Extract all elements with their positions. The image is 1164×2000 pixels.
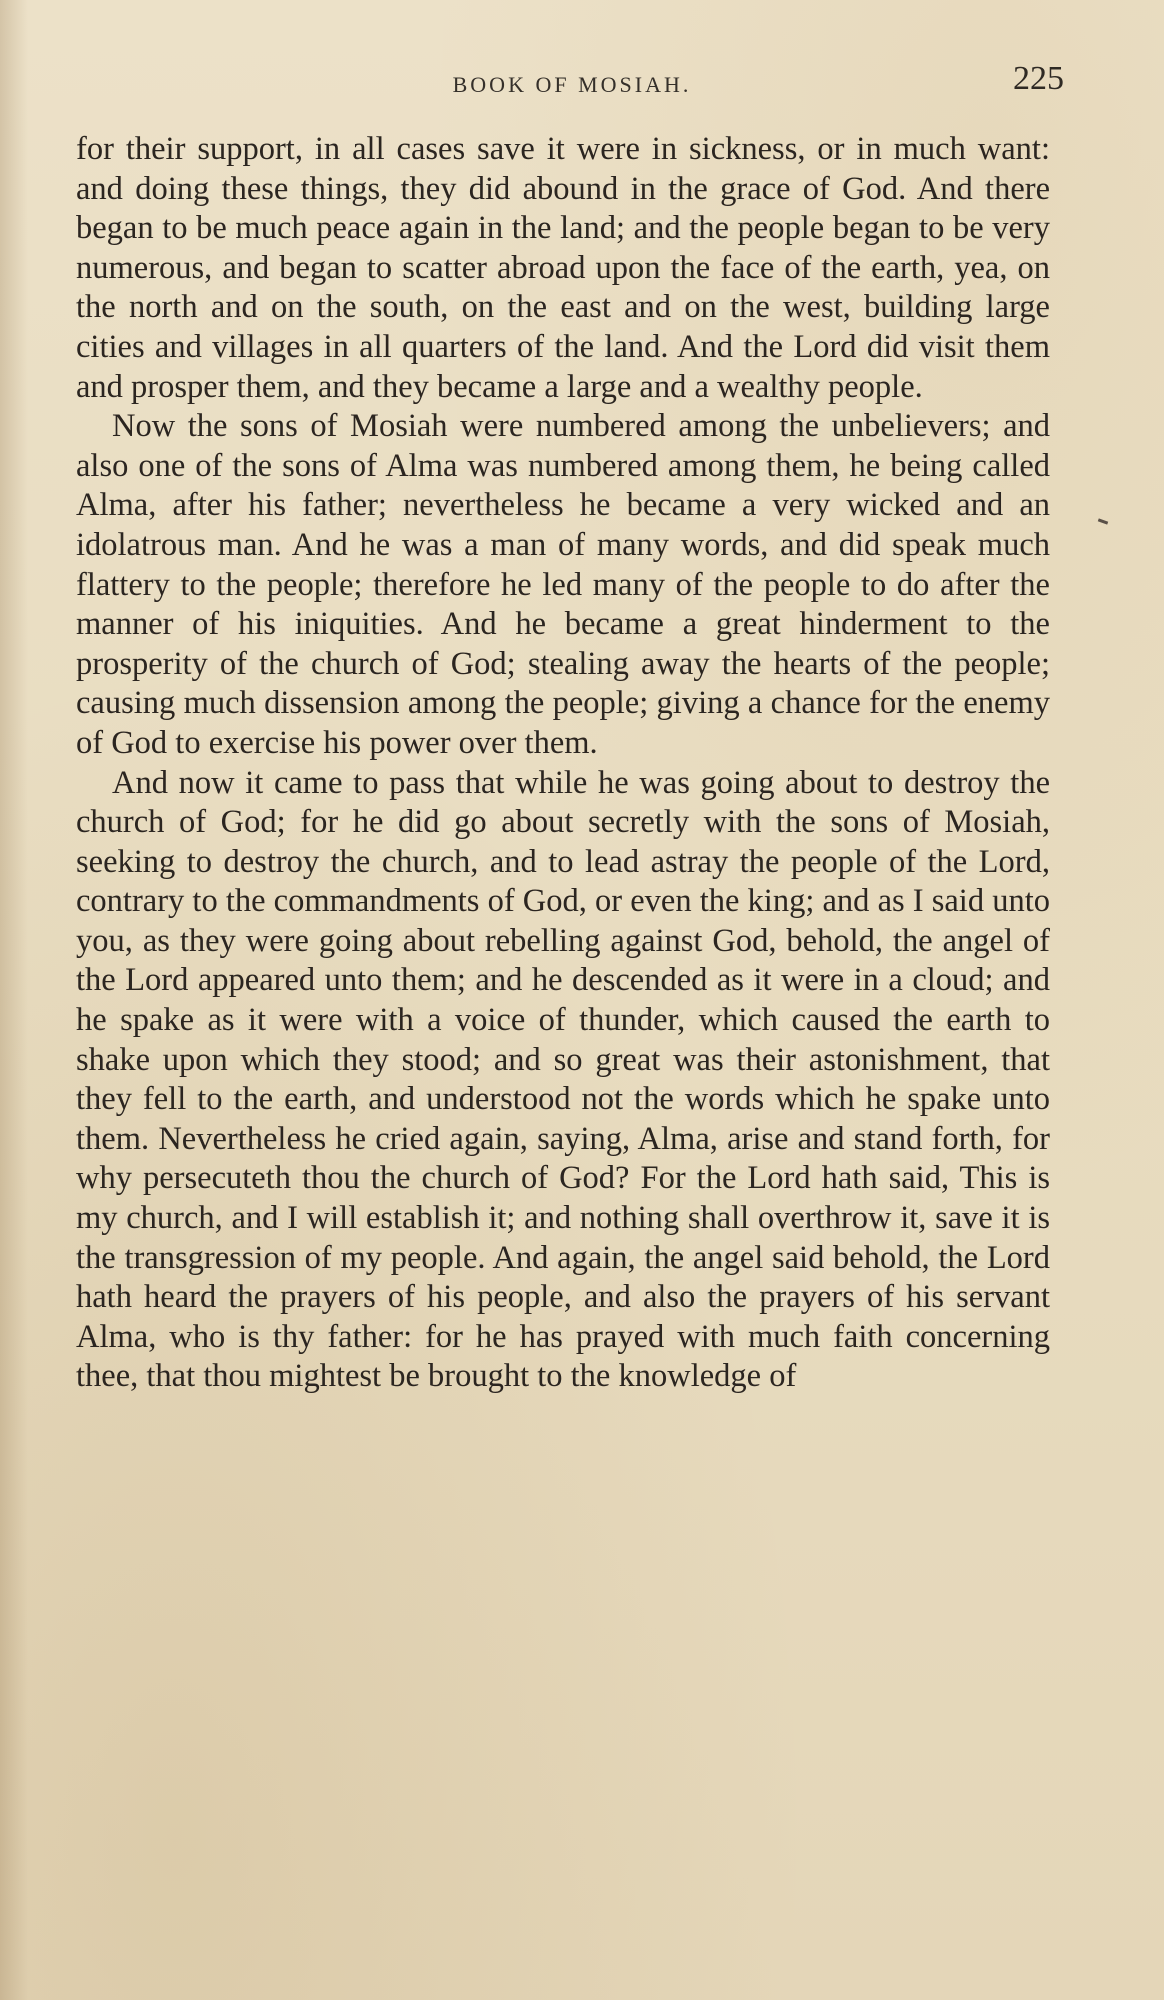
paragraph-1: for their support, in all cases save it were in sickness, or in much want: and doing these things, they did abound in the grace of God. And there began to be much peace again in the land; and the people began to be very numerous, and began to scatter abroad upon the face of the earth, yea, on the north and on the south, on the east and on the west, building large cities and villages in all quarters of the land. And the Lord did visit them and prosper them, and they became a large and a wealthy people. xyxy=(76,131,1050,405)
paragraph-2: Now the sons of Mosiah were numbered among the unbelievers; and also one of the sons of Alma was numbered among them, he being called Alma, after his father; nevertheless he became a very wicked and an idolatrous man. And he was a man of many words, and did speak much flattery to the people; therefore he led many of the people to do after the manner of his iniquities. And he became a great hinderment to the prosperity of the church of God; stealing away the hearts of the people; causing much dissension among the people; giving a chance for the enemy of God to exercise his power over them. xyxy=(76,408,1050,761)
page-header xyxy=(80,60,1064,120)
running-head: BOOK OF MOSIAH. xyxy=(452,72,692,97)
paragraph-3: And now it came to pass that while he was going about to destroy the church of God; for he did go about secretly with the sons of Mosiah, seeking to destroy the church, and to lead astray the people of the Lord, contrary to the commandments of God, or even the king; and as I said unto you, as they were going about rebelling against God, behold, the angel of the Lord appeared unto them; and he descended as it were in a cloud; and he spake as it were with a voice of thunder, which caused the earth to shake upon which they stood; and so great was their astonishment, that they fell to the earth, and understood not the words which he spake unto them. Nevertheless he cried again, saying, Alma, arise and stand forth, for why persecuteth thou the church of God? For the Lord hath said, This is my church, and I will establish it; and nothing shall overthrow it, save it is the transgression of my people. And again, the angel said behold, the Lord hath heard the prayers of his people, and also the prayers of his servant Alma, who is thy father: for he has prayed with much faith concerning thee, that thou mightest be brought to the knowledge of xyxy=(76,764,1050,1395)
body-text xyxy=(76,130,1050,1397)
page-number: 225 xyxy=(1013,60,1064,97)
margin-mark xyxy=(1098,518,1108,524)
